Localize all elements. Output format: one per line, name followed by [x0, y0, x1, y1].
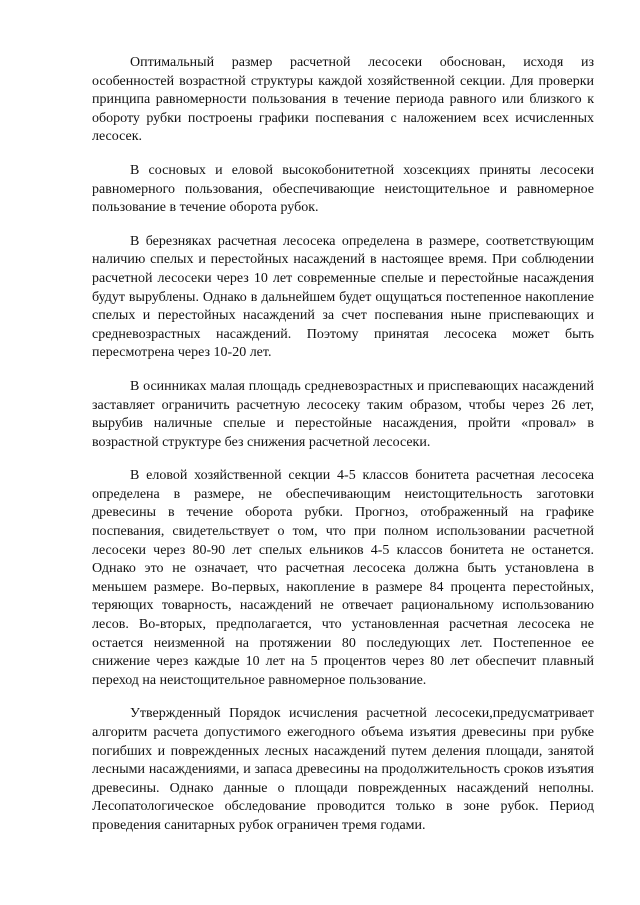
paragraph-pine-spruce-sections: В сосновых и еловой высокобонитетной хозсекциях приняты лесосеки равномерного пользования, обеспечивающие неистощительное и равномерное пользование в течение оборота рубок.	[92, 162, 594, 216]
paragraph-sanitary-cutting-procedure: Утвержденный Порядок исчисления расчетной лесосеки,предусматривает алгоритм расчета допустимого ежегодного объема изъятия древесины при рубке погибших и поврежденных лесных насаждений путем деления площади, занятой лесными насаждениями, и запаса древесины на продолжительность сроков изъятия древесины. Однако данные о площади поврежденных насаждений неполны. Лесопатологическое обследование проводится только в зоне рубок. Период проведения санитарных рубок ограничен тремя годами.	[92, 706, 594, 833]
document-page	[92, 54, 594, 851]
paragraph-optimal-cutting-size: Оптимальный размер расчетной лесосеки обоснован, исходя из особенностей возрастной структуры каждой хозяйственной секции. Для проверки принципа равномерности пользования в течение периода равного или близкого к обороту рубки построены графики поспевания с наложением всех исчисленных лесосек.	[92, 55, 594, 145]
paragraph-aspen-stands: В осинниках малая площадь средневозрастных и приспевающих насаждений заставляет ограничить расчетную лесосеку таким образом, чтобы через 26 лет, вырубив наличные спелые и перестойные насаждения, пройти «провал» в возрастной структуре без снижения расчетной лесосеки.	[92, 378, 594, 450]
paragraph-spruce-low-bonitet: В еловой хозяйственной секции 4-5 классов бонитета расчетная лесосека определена в размере, не обеспечивающим неистощительность заготовки древесины в течение оборота рубки. Прогноз, отображенный на графике поспевания, свидетельствует о том, что при полном использовании расчетной лесосеки через 80-90 лет спелых ельников 4-5 классов бонитета не останется. Однако это не означает, что расчетная лесосека должна быть установлена в меньшем размере. Во-первых, накопление в размере 84 процента перестойных, теряющих товарность, насаждений не отвечает рациональному использованию лесов. Во-вторых, предполагается, что установленная расчетная лесосека не остается неизменной на протяжении 80 последующих лет. Постепенное ее снижение через каждые 10 лет на 5 процентов через 80 лет обеспечит плавный переход на неистощительное равномерное пользование.	[92, 468, 594, 688]
paragraph-birch-stands: В березняках расчетная лесосека определена в размере, соответствующим наличию спелых и перестойных насаждений в настоящее время. При соблюдении расчетной лесосеки через 10 лет современные спелые и перестойные насаждения будут вырублены. Однако в дальнейшем будет ощущаться постепенное накопление спелых и перестойных насаждений за счет поспевания ныне приспевающих и средневозрастных насаждений. Поэтому принятая лесосека может быть пересмотрена через 10-20 лет.	[92, 233, 594, 361]
